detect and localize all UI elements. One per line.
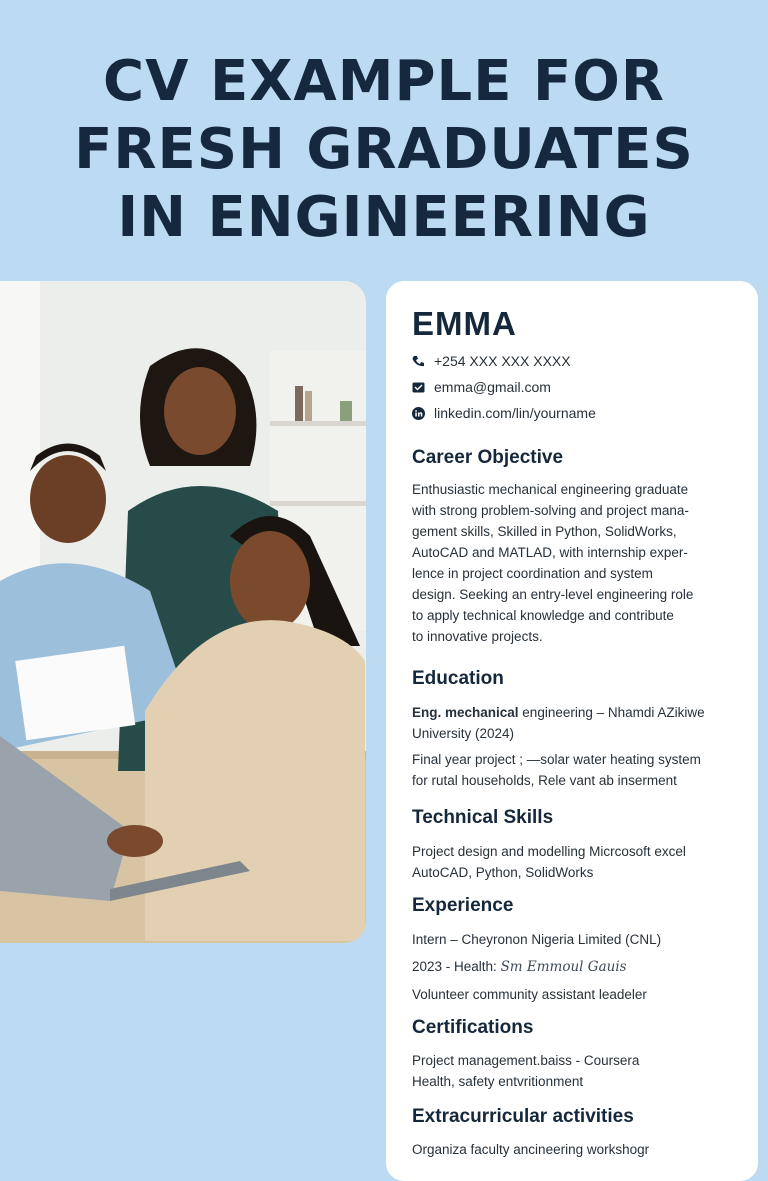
career-line: with strong problem-solving and project mana- [412,503,689,518]
experience-heading: Experience [412,895,514,916]
education-line: Final year project ; —solar water heating system [412,752,701,767]
certification-line: Project management.baiss - Coursera [412,1053,640,1068]
career-line: to innovative projects. [412,629,543,644]
page-headline [0,48,768,252]
career-line: AutoCAD and MATLAD, with internship exper- [412,545,688,560]
contact-phone [412,353,571,369]
education-line: University (2024) [412,726,515,741]
cv-name: EMMA [412,305,517,342]
team-photo [0,281,366,943]
email-icon [412,381,425,394]
skills-line: Project design and modelling Micrcosoft excel [412,844,686,859]
education-heading: Education [412,668,504,689]
cv-card [386,281,758,1181]
education-line: for rutal households, Rele vant ab inserment [412,773,677,788]
career-line: to apply technical knowledge and contribute [412,608,674,623]
phone-icon [412,355,425,368]
career-line: lence in project coordination and system [412,566,653,581]
headline-line-3: IN ENGINEERING [117,185,651,250]
contact-linkedin-text: linkedin.com/lin/yourname [434,405,596,421]
experience-line-2 [412,956,742,978]
education-degree-bold: Eng. mechanical [412,705,519,720]
career-text [412,479,742,647]
headline-line-1: CV EXAMPLE FOR [103,49,665,114]
certification-line: Health, safety entvritionment [412,1074,584,1089]
linkedin-icon [412,407,425,420]
education-degree [412,702,742,723]
career-line: gement skills, Skilled in Python, SolidWorks, [412,524,677,539]
education-degree-rest: engineering – Nhamdi AZikiwe [518,705,705,720]
skills-line: AutoCAD, Python, SolidWorks [412,865,594,880]
contact-email-text: emma@gmail.com [434,379,551,395]
team-photo-illustration [0,281,366,943]
skills-heading: Technical Skills [412,807,554,828]
certifications-heading: Certifications [412,1017,534,1038]
career-line: Enthusiastic mechanical engineering graduate [412,482,689,497]
contact-linkedin [412,405,596,421]
headline-line-2: FRESH GRADUATES [74,117,694,182]
career-heading: Career Objective [412,447,564,468]
contact-phone-text: +254 XXX XXX XXXX [434,353,571,369]
extracurricular-text [412,1139,742,1160]
extracurricular-line: Organiza faculty ancineering workshogr [412,1142,650,1157]
contact-email [412,379,551,395]
skills-text [412,841,742,883]
certifications-text [412,1050,742,1092]
experience-line: Volunteer community assistant leadeler [412,987,647,1002]
education-text [412,702,742,791]
experience-line: Intern – Cheyronon Nigeria Limited (CNL) [412,932,662,947]
experience-year: 2023 - Health: [412,959,501,974]
experience-text [412,929,742,1005]
career-line: design. Seeking an entry-level engineering role [412,587,694,602]
experience-signature: Sm Emmoul Gauis [500,959,627,975]
extracurricular-heading: Extracurricular activities [412,1106,634,1127]
